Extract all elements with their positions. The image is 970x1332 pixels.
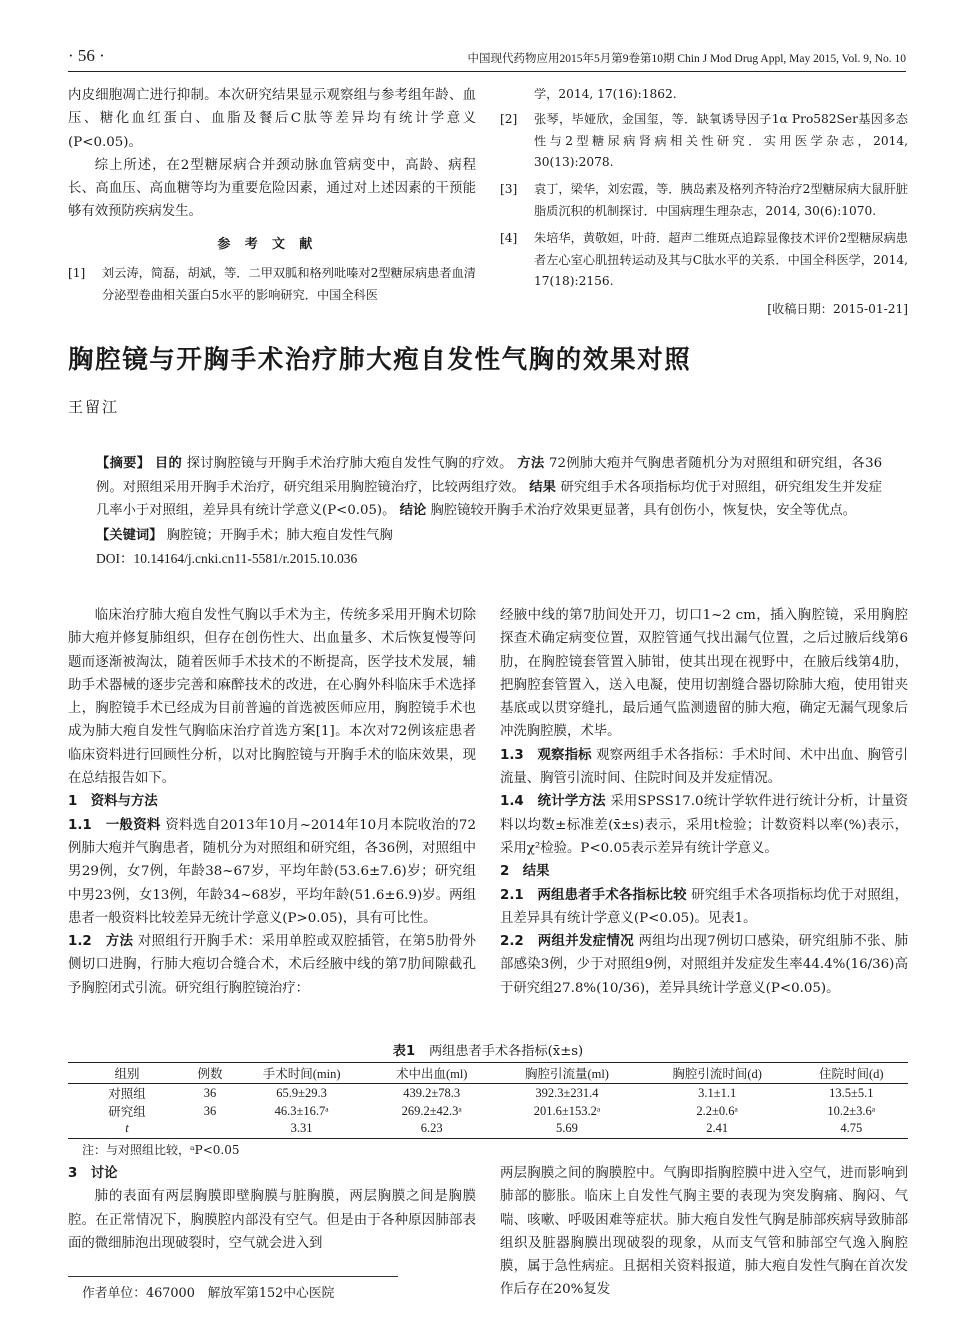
abstract-label: 【摘要】 (96, 456, 151, 471)
reference-item (500, 228, 908, 293)
general-data-paragraph (68, 814, 476, 930)
keywords-label: 【关键词】 (96, 527, 163, 543)
reference-item (68, 263, 476, 307)
table-cell: 46.3±16.7ᵃ (274, 1103, 329, 1118)
results-paragraph (500, 884, 908, 931)
table-cell: 65.9±29.3 (276, 1085, 327, 1100)
table-cell: 研究组 (108, 1105, 146, 1119)
method-paragraph (68, 930, 476, 1000)
reference-item (500, 179, 908, 223)
journal-citation: 中国现代药物应用2015年5月第9卷第10期 Chin J Mod Drug Appl, May 2015, Vol. 9, No. 10 (467, 53, 906, 65)
subsection-label: 2.2 两组并发症情况 (500, 934, 634, 950)
table-row (68, 1102, 908, 1120)
purpose-label: 目的 (154, 456, 183, 471)
table-cell: 36 (203, 1103, 217, 1118)
conclusion-text: 胸腔镜较开胸手术治疗效果更显著，具有创伤小，恢复快，安全等优点。 (430, 503, 856, 518)
table-header-cell: 胸腔引流量(ml) (494, 1063, 640, 1084)
subsection-text: 对照组行开胸手术：采用单腔或双腔插管，在第5肋骨外侧切口进胸，行肺大疱切合缝合术，术后经腋中线的第7肋间隙截孔予胸腔闭式引流。研究组行胸腔镜治疗： (68, 934, 476, 996)
abstract-body (96, 452, 882, 523)
table-header-cell: 胸腔引流时间(d) (640, 1063, 795, 1084)
section-heading-discussion: 3 讨论 (68, 1166, 118, 1181)
conclusion-label: 结论 (399, 503, 427, 518)
author-name: 王留江 (68, 398, 120, 416)
prev-article-left-column (68, 84, 476, 312)
subsection-text: 采用SPSS17.0统计学软件进行统计分析，计量资料以均数±标准差(x̄±s)表示，采用t检验；计数资料以率(%)表示，采用χ²检验。P<0.05表示差异有统计学意义。 (500, 794, 908, 856)
subsection-label: 2.1 两组患者手术各指标比较 (500, 887, 687, 903)
reference-text: 张琴，毕娅欣，金国玺，等．缺氧诱导因子1α Pro582Ser基因多态性与2型糖尿病肾病相关性研究．实用医学杂志，2014, 30(13):2078. (534, 111, 908, 170)
reference-item (500, 109, 908, 174)
method-continued-paragraph: 经腋中线的第7肋间处开刀，切口1~2 cm，插入胸腔镜，采用胸腔探查术确定病变位置，双腔管通气找出漏气位置，之后过腋后线第6肋，在胸腔镜套管置入肺钳，使其出现在视野中，在腋后线第4肋，把胸腔套管置入，送入电凝，使用切割缝合器切除肺大疱，使用钳夹基底或以贯穿缝扎，最后通气监测遗留的肺大疱，确定无漏气现象后冲洗胸腔膜，术毕。 (500, 608, 908, 740)
table-cell: 36 (203, 1085, 217, 1100)
result-label: 结果 (529, 479, 557, 495)
complications-paragraph (500, 930, 908, 1000)
received-date: [收稿日期：2015-01-21] (767, 302, 908, 317)
abstract (96, 452, 882, 571)
article-title: 胸腔镜与开胸手术治疗肺大疱自发性气胸的效果对照 (68, 345, 692, 375)
prev-paragraph: 内皮细胞凋亡进行抑制。本次研究结果显示观察组与参考组年龄、血压、糖化血红蛋白、血脂及餐后C肽等差异均有统计学意义(P<0.05)。 (68, 88, 476, 150)
discussion-left-column (68, 1162, 476, 1255)
subsection-label: 1.4 统计学方法 (500, 794, 606, 810)
reference-text: 学，2014, 17(16):1862. (534, 87, 677, 101)
subsection-text: 两组均出现7例切口感染，研究组肺不张、肺部感染3例，少于对照组9例，对照组并发症发生率44.4%(16/36)高于研究组27.8%(10/36)，差异具统计学意义(P<0.05)。 (500, 934, 908, 996)
table-note: 注：与对照组比较，ᵃP<0.05 (82, 1143, 240, 1157)
table-title: 两组患者手术各指标(x̄±s) (428, 1044, 584, 1059)
table-cell (186, 1120, 234, 1138)
subsection-label: 1.2 方法 (68, 934, 134, 950)
table-cell: 3.31 (234, 1120, 369, 1138)
keywords-line (96, 524, 882, 548)
discussion-continued-paragraph: 两层胸膜之间的胸膜腔中。气胸即指胸腔膜中进入空气，进而影响到肺部的膨胀。临床上自发性气胸主要的表现为突发胸痛、胸闷、气喘、咳嗽、呼吸困难等症状。肺大疱自发性气胸是肺部疾病导致肺部组织及脏器胸膜出现破裂的现象，从而支气管和肺部空气逸入胸腔膜，属于急性病症。且据相关资料报道，肺大疱自发性气胸在首次发作后存在20%复发 (500, 1166, 908, 1298)
table-row (68, 1084, 908, 1103)
table-cell: 269.2±42.3ᵃ (401, 1103, 462, 1118)
table-header-cell: 术中出血(ml) (369, 1063, 494, 1084)
author-affiliation: 作者单位：467000 解放军第152中心医院 (82, 1286, 335, 1301)
table-caption (68, 1040, 908, 1059)
table-cell: 392.3±231.4 (535, 1085, 599, 1100)
reference-text: 袁丁，梁华，刘宏霞，等．胰岛素及格列齐特治疗2型糖尿病大鼠肝脏脂质沉积的机制探讨．中国病理生理杂志，2014, 30(6):1070. (534, 182, 908, 218)
reference-number: [4] (500, 230, 518, 245)
table-cell: 13.5±5.1 (829, 1085, 874, 1100)
page-number: · 56 · (68, 46, 105, 65)
discussion-paragraph: 肺的表面有两层胸膜即壁胸膜与脏胸膜，两层胸膜之间是胸膜腔。在正常情况下，胸膜腔内部没有空气。但是由于各种原因肺部表面的微细肺泡出现破裂时，空气就会进入到 (68, 1189, 476, 1251)
section-heading-methods: 1 资料与方法 (68, 794, 158, 810)
subsection-label: 1.1 一般资料 (68, 817, 161, 833)
reference-text: 刘云涛，简磊，胡斌，等．二甲双胍和格列吡嗪对2型糖尿病患者血清分泌型卷曲相关蛋白5水平的影响研究．中国全科医 (102, 266, 476, 302)
table-header-cell: 住院时间(d) (795, 1063, 908, 1084)
subsection-text: 研究组手术各项指标均优于对照组，且差异具有统计学意义(P<0.05)。见表1。 (500, 887, 908, 926)
prev-article-right-column (500, 84, 908, 321)
body-right-column (500, 604, 908, 1000)
observation-paragraph (500, 744, 908, 791)
table-header-cell: 组别 (68, 1063, 186, 1084)
table-label: 表1 (392, 1044, 416, 1059)
references-heading: 参考文献 (217, 236, 327, 252)
reference-item-continued (500, 84, 908, 106)
keywords-text: 胸腔镜；开胸手术；肺大疱自发性气胸 (166, 527, 393, 543)
table-cell: 5.69 (494, 1120, 640, 1138)
section-heading-results: 2 结果 (500, 864, 550, 880)
footnote-divider (68, 1276, 398, 1277)
table-cell: 6.23 (369, 1120, 494, 1138)
prev-conclusion-paragraph: 综上所述，在2型糖尿病合并颈动脉血管病变中，高龄、病程长、高血压、高血糖等均为重要危险因素，通过对上述因素的干预能够有效预防疾病发生。 (68, 157, 476, 220)
table-cell: 10.2±3.6ᵃ (827, 1103, 876, 1118)
table-cell: 4.75 (795, 1120, 908, 1138)
table-cell: 对照组 (108, 1087, 146, 1101)
doi-line: DOI：10.14164/j.cnki.cn11-5581/r.2015.10.036 (96, 551, 358, 566)
reference-number: [3] (500, 182, 518, 197)
discussion-right-column (500, 1162, 908, 1302)
intro-paragraph: 临床治疗肺大疱自发性气胸以手术为主，传统多采用开胸术切除肺大疱并修复肺组织，但存在创伤性大、出血量多、术后恢复慢等问题而逐渐被淘汰，随着医师手术技术的不断提高，医学技术发展，辅助手术器械的逐步完善和麻醉技术的改进，在心胸外科临床手术选择上，胸腔镜手术已经成为目前普遍的首选被医师应用，胸腔镜手术也成为肺大疱自发性气胸临床治疗首选方案[1]。本次对72例该症患者临床资料进行回顾性分析，以对比胸腔镜与开胸手术的临床效果，现在总结报告如下。 (68, 608, 476, 787)
table-cell: 439.2±78.3 (403, 1085, 461, 1100)
results-table (68, 1062, 908, 1139)
table-cell: 201.6±153.2ᵃ (533, 1103, 601, 1118)
table-header-cell: 例数 (186, 1063, 234, 1084)
table-cell: t (68, 1120, 186, 1138)
table-header-row (68, 1063, 908, 1084)
purpose-text: 探讨胸腔镜与开胸手术治疗肺大疱自发性气胸的疗效。 (186, 456, 513, 471)
running-header (68, 46, 906, 72)
subsection-text: 观察两组手术各指标：手术时间、术中出血、胸管引流量、胸管引流时间、住院时间及并发症情况。 (500, 747, 908, 787)
method-label: 方法 (517, 456, 545, 471)
subsection-text: 资料选自2013年10月~2014年10月本院收治的72例肺大疱并气胸患者，随机分为对照组和研究组，各36例，对照组中男29例，女7例，年龄38~67岁，平均年龄(53.6±7.6)岁；研究组中男23例，女13例，年龄34~68岁，平均年龄(51.6±6.9)岁。两组患者一般资料比较差异无统计学意义(P>0.05)，具有可比性。 (68, 817, 476, 926)
method-text: 72例肺大疱并气胸患者随机分为对照组和研究组，各36例。对照组采用开胸手术治疗，研究组采用胸腔镜治疗，比较两组疗效。 (96, 456, 883, 495)
subsection-label: 1.3 观察指标 (500, 747, 592, 763)
result-text: 研究组手术各项指标均优于对照组，研究组发生并发症几率小于对照组，差异具有统计学意义(P<0.05)。 (96, 479, 883, 518)
reference-number: [2] (500, 111, 518, 126)
statistics-paragraph (500, 790, 908, 860)
table-cell: 2.2±0.6ᵃ (696, 1103, 738, 1118)
body-left-column (68, 604, 476, 1000)
table-cell: 2.41 (640, 1120, 795, 1138)
table-cell: 3.1±1.1 (698, 1085, 737, 1100)
reference-text: 朱培华，黄敬姮，叶莳．超声二维斑点追踪显像技术评价2型糖尿病患者左心室心肌扭转运动及其与C肽水平的关系．中国全科医学，2014, 17(18):2156. (534, 230, 908, 289)
table-header-cell: 手术时间(min) (234, 1063, 369, 1084)
table-row (68, 1120, 908, 1138)
reference-number: [1] (68, 266, 86, 281)
